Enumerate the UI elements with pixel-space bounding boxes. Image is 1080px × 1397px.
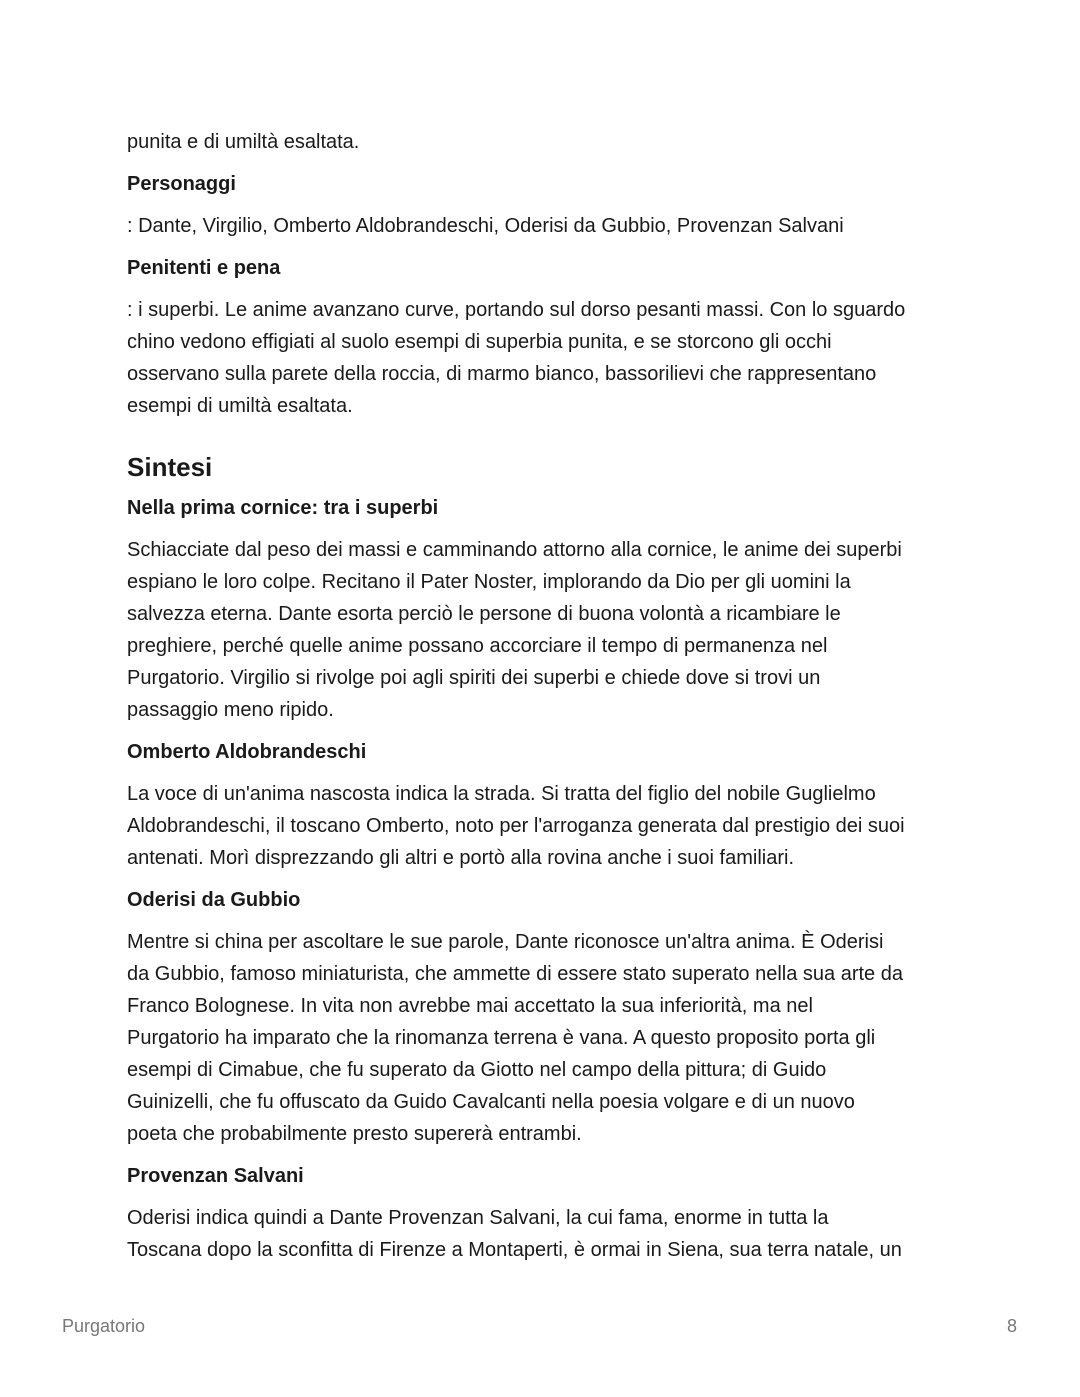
page-number: 8: [1006, 1316, 1017, 1336]
text-line: Guinizelli, che fu offuscato da Guido Cavalcanti nella poesia volgare e di un nuovo: [127, 1091, 855, 1113]
personaggi-heading: Personaggi: [127, 173, 236, 195]
text-line: preghiere, perché quelle anime possano accorciare il tempo di permanenza nel: [127, 635, 828, 657]
text-line: osservano sulla parete della roccia, di marmo bianco, bassorilievi che rappresentano: [127, 363, 877, 385]
footer-title: Purgatorio: [62, 1316, 146, 1336]
penitenti-heading: Penitenti e pena: [127, 257, 281, 279]
text-line: Aldobrandeschi, il toscano Omberto, noto per l'arroganza generata dal prestigio dei suoi: [127, 815, 905, 837]
text-line: : i superbi. Le anime avanzano curve, portando sul dorso pesanti massi. Con lo sguardo: [127, 299, 906, 321]
penitenti-paragraph: [127, 294, 957, 422]
text-line: : Dante, Virgilio, Omberto Aldobrandeschi, Oderisi da Gubbio, Provenzan Salvani: [127, 215, 844, 237]
text-line: chino vedono effigiati al suolo esempi di superbia punita, e se storcono gli occhi: [127, 331, 832, 353]
text-line: esempi di Cimabue, che fu superato da Giotto nel campo della pittura; di Guido: [127, 1059, 827, 1081]
text-line: La voce di un'anima nascosta indica la strada. Si tratta del figlio del nobile Guglielmo: [127, 783, 876, 805]
section-paragraph-omberto: [127, 778, 957, 874]
text-line: passaggio meno ripido.: [127, 699, 334, 721]
text-line: punita e di umiltà esaltata.: [127, 131, 360, 153]
text-line: esempi di umiltà esaltata.: [127, 395, 353, 417]
text-line: Franco Bolognese. In vita non avrebbe mai accettato la sua inferiorità, ma nel: [127, 995, 813, 1017]
text-line: da Gubbio, famoso miniaturista, che ammette di essere stato superato nella sua arte da: [127, 963, 903, 985]
text-line: salvezza eterna. Dante esorta perciò le persone di buona volontà a ricambiare le: [127, 603, 841, 625]
section-paragraph-prima-cornice: [127, 534, 957, 726]
text-line: Schiacciate dal peso dei massi e camminando attorno alla cornice, le anime dei superbi: [127, 539, 902, 561]
section-paragraph-provenzan: [127, 1202, 957, 1266]
sintesi-title: Sintesi: [127, 452, 213, 482]
document-page: [127, 126, 957, 1266]
intro-paragraph: [127, 126, 957, 158]
text-line: poeta che probabilmente presto supererà entrambi.: [127, 1123, 582, 1145]
section-paragraph-oderisi: [127, 926, 957, 1150]
text-line: Toscana dopo la sconfitta di Firenze a Montaperti, è ormai in Siena, sua terra natale, un: [127, 1239, 902, 1261]
personaggi-paragraph: [127, 210, 957, 242]
section-heading-omberto: Omberto Aldobrandeschi: [127, 741, 367, 763]
text-line: antenati. Morì disprezzando gli altri e portò alla rovina anche i suoi familiari.: [127, 847, 795, 869]
text-line: Purgatorio ha imparato che la rinomanza terrena è vana. A questo proposito porta gli: [127, 1027, 876, 1049]
section-heading-prima-cornice: Nella prima cornice: tra i superbi: [127, 497, 439, 519]
text-line: Oderisi indica quindi a Dante Provenzan Salvani, la cui fama, enorme in tutta la: [127, 1207, 829, 1229]
section-heading-provenzan: Provenzan Salvani: [127, 1165, 304, 1187]
text-line: espiano le loro colpe. Recitano il Pater Noster, implorando da Dio per gli uomini la: [127, 571, 851, 593]
section-heading-oderisi: Oderisi da Gubbio: [127, 889, 301, 911]
text-line: Mentre si china per ascoltare le sue parole, Dante riconosce un'altra anima. È Oderisi: [127, 931, 884, 953]
text-line: Purgatorio. Virgilio si rivolge poi agli spiriti dei superbi e chiede dove si trovi un: [127, 667, 821, 689]
